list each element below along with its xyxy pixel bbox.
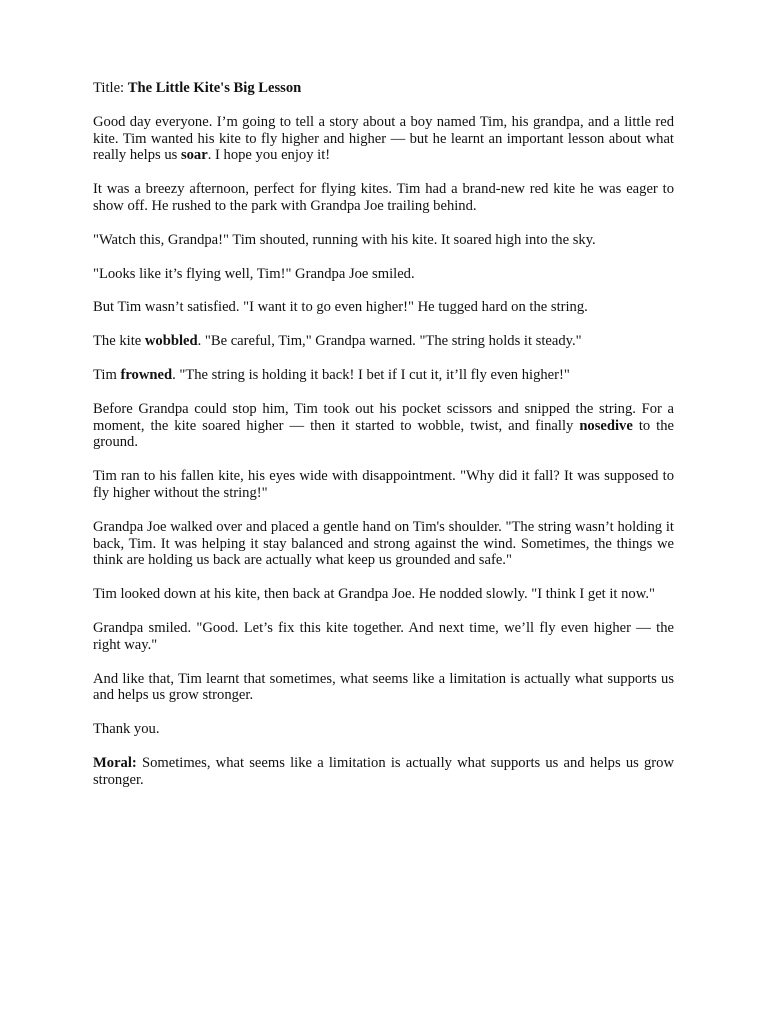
paragraph-thank-you: Thank you. (93, 721, 160, 738)
paragraph-12: Grandpa smiled. "Good. Let’s fix this kite together. And next time, we’ll fly even higher — the right way." (93, 619, 674, 653)
paragraph-text: . I hope you enjoy it! (207, 147, 331, 164)
bold-word-frowned: frowned (120, 366, 173, 383)
bold-word-nosedive: nosedive (579, 417, 633, 434)
title-text: The Little Kite's Big Lesson (127, 80, 302, 96)
paragraph-7 (93, 367, 674, 384)
document-page (93, 80, 674, 806)
paragraph-intro (93, 114, 674, 164)
paragraph-2: It was a breezy afternoon, perfect for flying kites. Tim had a brand-new red kite he was eager to show off. He rushed to the park with Grandpa Joe trailing behind. (93, 181, 674, 214)
title-label: Title: (93, 80, 125, 96)
paragraph-text: The kite (93, 333, 145, 350)
moral-label: Moral: (93, 754, 137, 771)
paragraph-text: to the ground. (93, 417, 674, 451)
paragraph-text: Good day everyone. I’m going to tell a story about a boy named Tim, his grandpa, and a little red kite. Tim wanted his kite to fly higher and higher — but he learnt an important lesson about what really helps us (93, 113, 674, 164)
bold-word-wobbled: wobbled (144, 333, 198, 350)
paragraph-9: Tim ran to his fallen kite, his eyes wide with disappointment. "Why did it fall? It was supposed to fly higher without the string!" (93, 468, 674, 501)
paragraph-text: . "Be careful, Tim," Grandpa warned. "The string holds it steady." (197, 333, 582, 350)
bold-word-soar: soar (180, 147, 208, 164)
paragraph-4: "Looks like it’s flying well, Tim!" Grandpa Joe smiled. (93, 265, 415, 282)
moral-text: Sometimes, what seems like a limitation is actually what supports us and helps us grow stronger. (93, 754, 674, 788)
paragraph-10: Grandpa Joe walked over and placed a gentle hand on Tim's shoulder. "The string wasn’t holding it back, Tim. It was helping it stay balanced and strong against the wind. Sometimes, the things we think are holding us back are actually what keep us grounded and safe." (93, 518, 674, 569)
paragraph-3: "Watch this, Grandpa!" Tim shouted, running with his kite. It soared high into the sky. (93, 231, 596, 248)
paragraph-5: But Tim wasn’t satisfied. "I want it to go even higher!" He tugged hard on the string. (93, 299, 588, 316)
paragraph-text: . "The string is holding it back! I bet if I cut it, it’ll fly even higher!" (172, 366, 570, 383)
paragraph-6 (93, 333, 674, 350)
paragraph-11: Tim looked down at his kite, then back at Grandpa Joe. He nodded slowly. "I think I get it now." (93, 586, 655, 603)
paragraph-text: Before Grandpa could stop him, Tim took out his pocket scissors and snipped the string. For a moment, the kite soared higher — then it started to wobble, twist, and finally (93, 400, 674, 434)
moral-paragraph (93, 755, 674, 789)
document-title (93, 80, 674, 97)
paragraph-13: And like that, Tim learnt that sometimes, what seems like a limitation is actually what supports us and helps us grow stronger. (93, 670, 674, 704)
paragraph-8 (93, 401, 674, 451)
paragraph-text: Tim (93, 366, 121, 383)
